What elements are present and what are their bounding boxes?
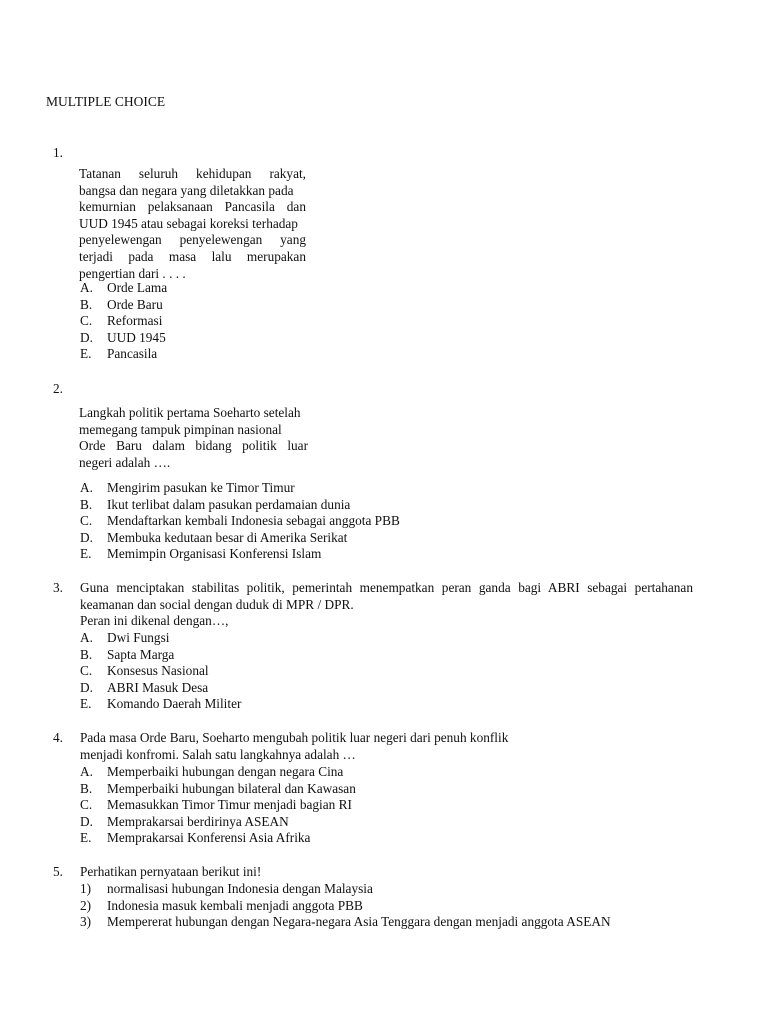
option-text: Mendaftarkan kembali Indonesia sebagai anggota PBB: [107, 513, 400, 529]
option-letter: C.: [80, 797, 93, 813]
stem-line: pengertian dari . . . .: [79, 265, 186, 281]
statement-text: Mempererat hubungan dengan Negara-negara Asia Tenggara dengan menjadi anggota ASEAN: [107, 914, 611, 930]
question-stem: [80, 580, 693, 630]
option-text: Reformasi: [107, 313, 163, 329]
option-text: Memimpin Organisasi Konferensi Islam: [107, 546, 322, 562]
option-letter: A.: [80, 280, 93, 295]
stem-line: UUD 1945 atau sebagai koreksi terhadap: [79, 215, 298, 231]
option-text: Memperbaiki hubungan bilateral dan Kawasan: [107, 780, 356, 796]
option-text: Memprakarsai Konferensi Asia Afrika: [107, 830, 311, 846]
option-letter: D.: [80, 529, 93, 545]
option-text: Ikut terlibat dalam pasukan perdamaian dunia: [107, 496, 351, 512]
statement-number: 1): [80, 881, 92, 896]
option-letter: E.: [80, 830, 92, 846]
stem-line: memegang tampuk pimpinan nasional: [79, 421, 282, 437]
question-stem: [79, 166, 306, 282]
question-stem: [80, 730, 560, 763]
option-letter: E.: [80, 696, 92, 712]
option-letter: B.: [80, 780, 93, 796]
stem-line: menjadi konfromi. Salah satu langkahnya adalah …: [80, 746, 356, 762]
stem-line: Guna menciptakan stabilitas politik, pemerintah menempatkan peran ganda bagi ABRI sebagai pertahanan: [80, 580, 693, 595]
option-text: ABRI Masuk Desa: [107, 679, 209, 695]
stem-line: Tatanan seluruh kehidupan rakyat,: [79, 166, 306, 181]
option-letter: B.: [80, 496, 93, 512]
stem-line: Langkah politik pertama Soeharto setelah: [79, 405, 301, 420]
stem-line: bangsa dan negara yang diletakkan pada: [79, 182, 294, 198]
statement-number: 3): [80, 914, 92, 930]
page-heading: MULTIPLE CHOICE: [46, 94, 166, 109]
stem-line: Orde Baru dalam bidang politik luar: [79, 438, 308, 454]
option-letter: D.: [80, 329, 93, 345]
stem-line: kemurnian pelaksanaan Pancasila dan: [79, 199, 306, 215]
stem-line: Pada masa Orde Baru, Soeharto mengubah politik luar negeri dari penuh konflik: [80, 730, 509, 745]
question-stem: [80, 864, 560, 881]
option-letter: C.: [80, 313, 93, 329]
option-text: Pancasila: [107, 346, 158, 362]
option-letter: A.: [80, 480, 93, 495]
stem-line: Perhatikan pernyataan berikut ini!: [80, 864, 262, 879]
option-text: Memasukkan Timor Timur menjadi bagian RI: [107, 797, 352, 813]
option-letter: C.: [80, 663, 93, 679]
stem-line: terjadi pada masa lalu merupakan: [79, 248, 306, 264]
option-letter: B.: [80, 296, 93, 312]
option-text: Komando Daerah Militer: [107, 696, 242, 712]
stem-line: negeri adalah ….: [79, 454, 171, 470]
option-text: UUD 1945: [107, 329, 166, 345]
statement-text: Indonesia masuk kembali menjadi anggota PBB: [107, 897, 363, 913]
option-letter: B.: [80, 646, 93, 662]
option-text: Sapta Marga: [107, 646, 175, 662]
question-number: 3.: [53, 580, 63, 595]
option-letter: E.: [80, 546, 92, 562]
option-letter: E.: [80, 346, 92, 362]
option-text: Memprakarsai berdirinya ASEAN: [107, 813, 289, 829]
stem-line: Peran ini dikenal dengan…,: [80, 613, 229, 629]
option-text: Orde Baru: [107, 296, 163, 312]
question-number: 1.: [53, 145, 63, 160]
option-text: Orde Lama: [107, 280, 168, 295]
statement-number: 2): [80, 897, 92, 913]
option-letter: A.: [80, 764, 93, 779]
option-text: Mengirim pasukan ke Timor Timur: [107, 480, 295, 495]
question-number: 4.: [53, 730, 63, 745]
statement-text: normalisasi hubungan Indonesia dengan Malaysia: [107, 881, 373, 896]
question-number: 2.: [53, 381, 63, 396]
option-letter: D.: [80, 679, 93, 695]
question-stem: [79, 405, 308, 471]
option-letter: D.: [80, 813, 93, 829]
stem-line: penyelewengan penyelewengan yang: [79, 232, 306, 248]
question-number: 5.: [53, 864, 63, 879]
option-text: Memperbaiki hubungan dengan negara Cina: [107, 764, 344, 779]
option-text: Konsesus Nasional: [107, 663, 209, 679]
option-letter: A.: [80, 630, 93, 645]
option-letter: C.: [80, 513, 93, 529]
stem-line: keamanan dan social dengan duduk di MPR / DPR.: [80, 596, 354, 612]
option-text: Membuka kedutaan besar di Amerika Serikat: [107, 529, 348, 545]
option-text: Dwi Fungsi: [107, 630, 170, 645]
